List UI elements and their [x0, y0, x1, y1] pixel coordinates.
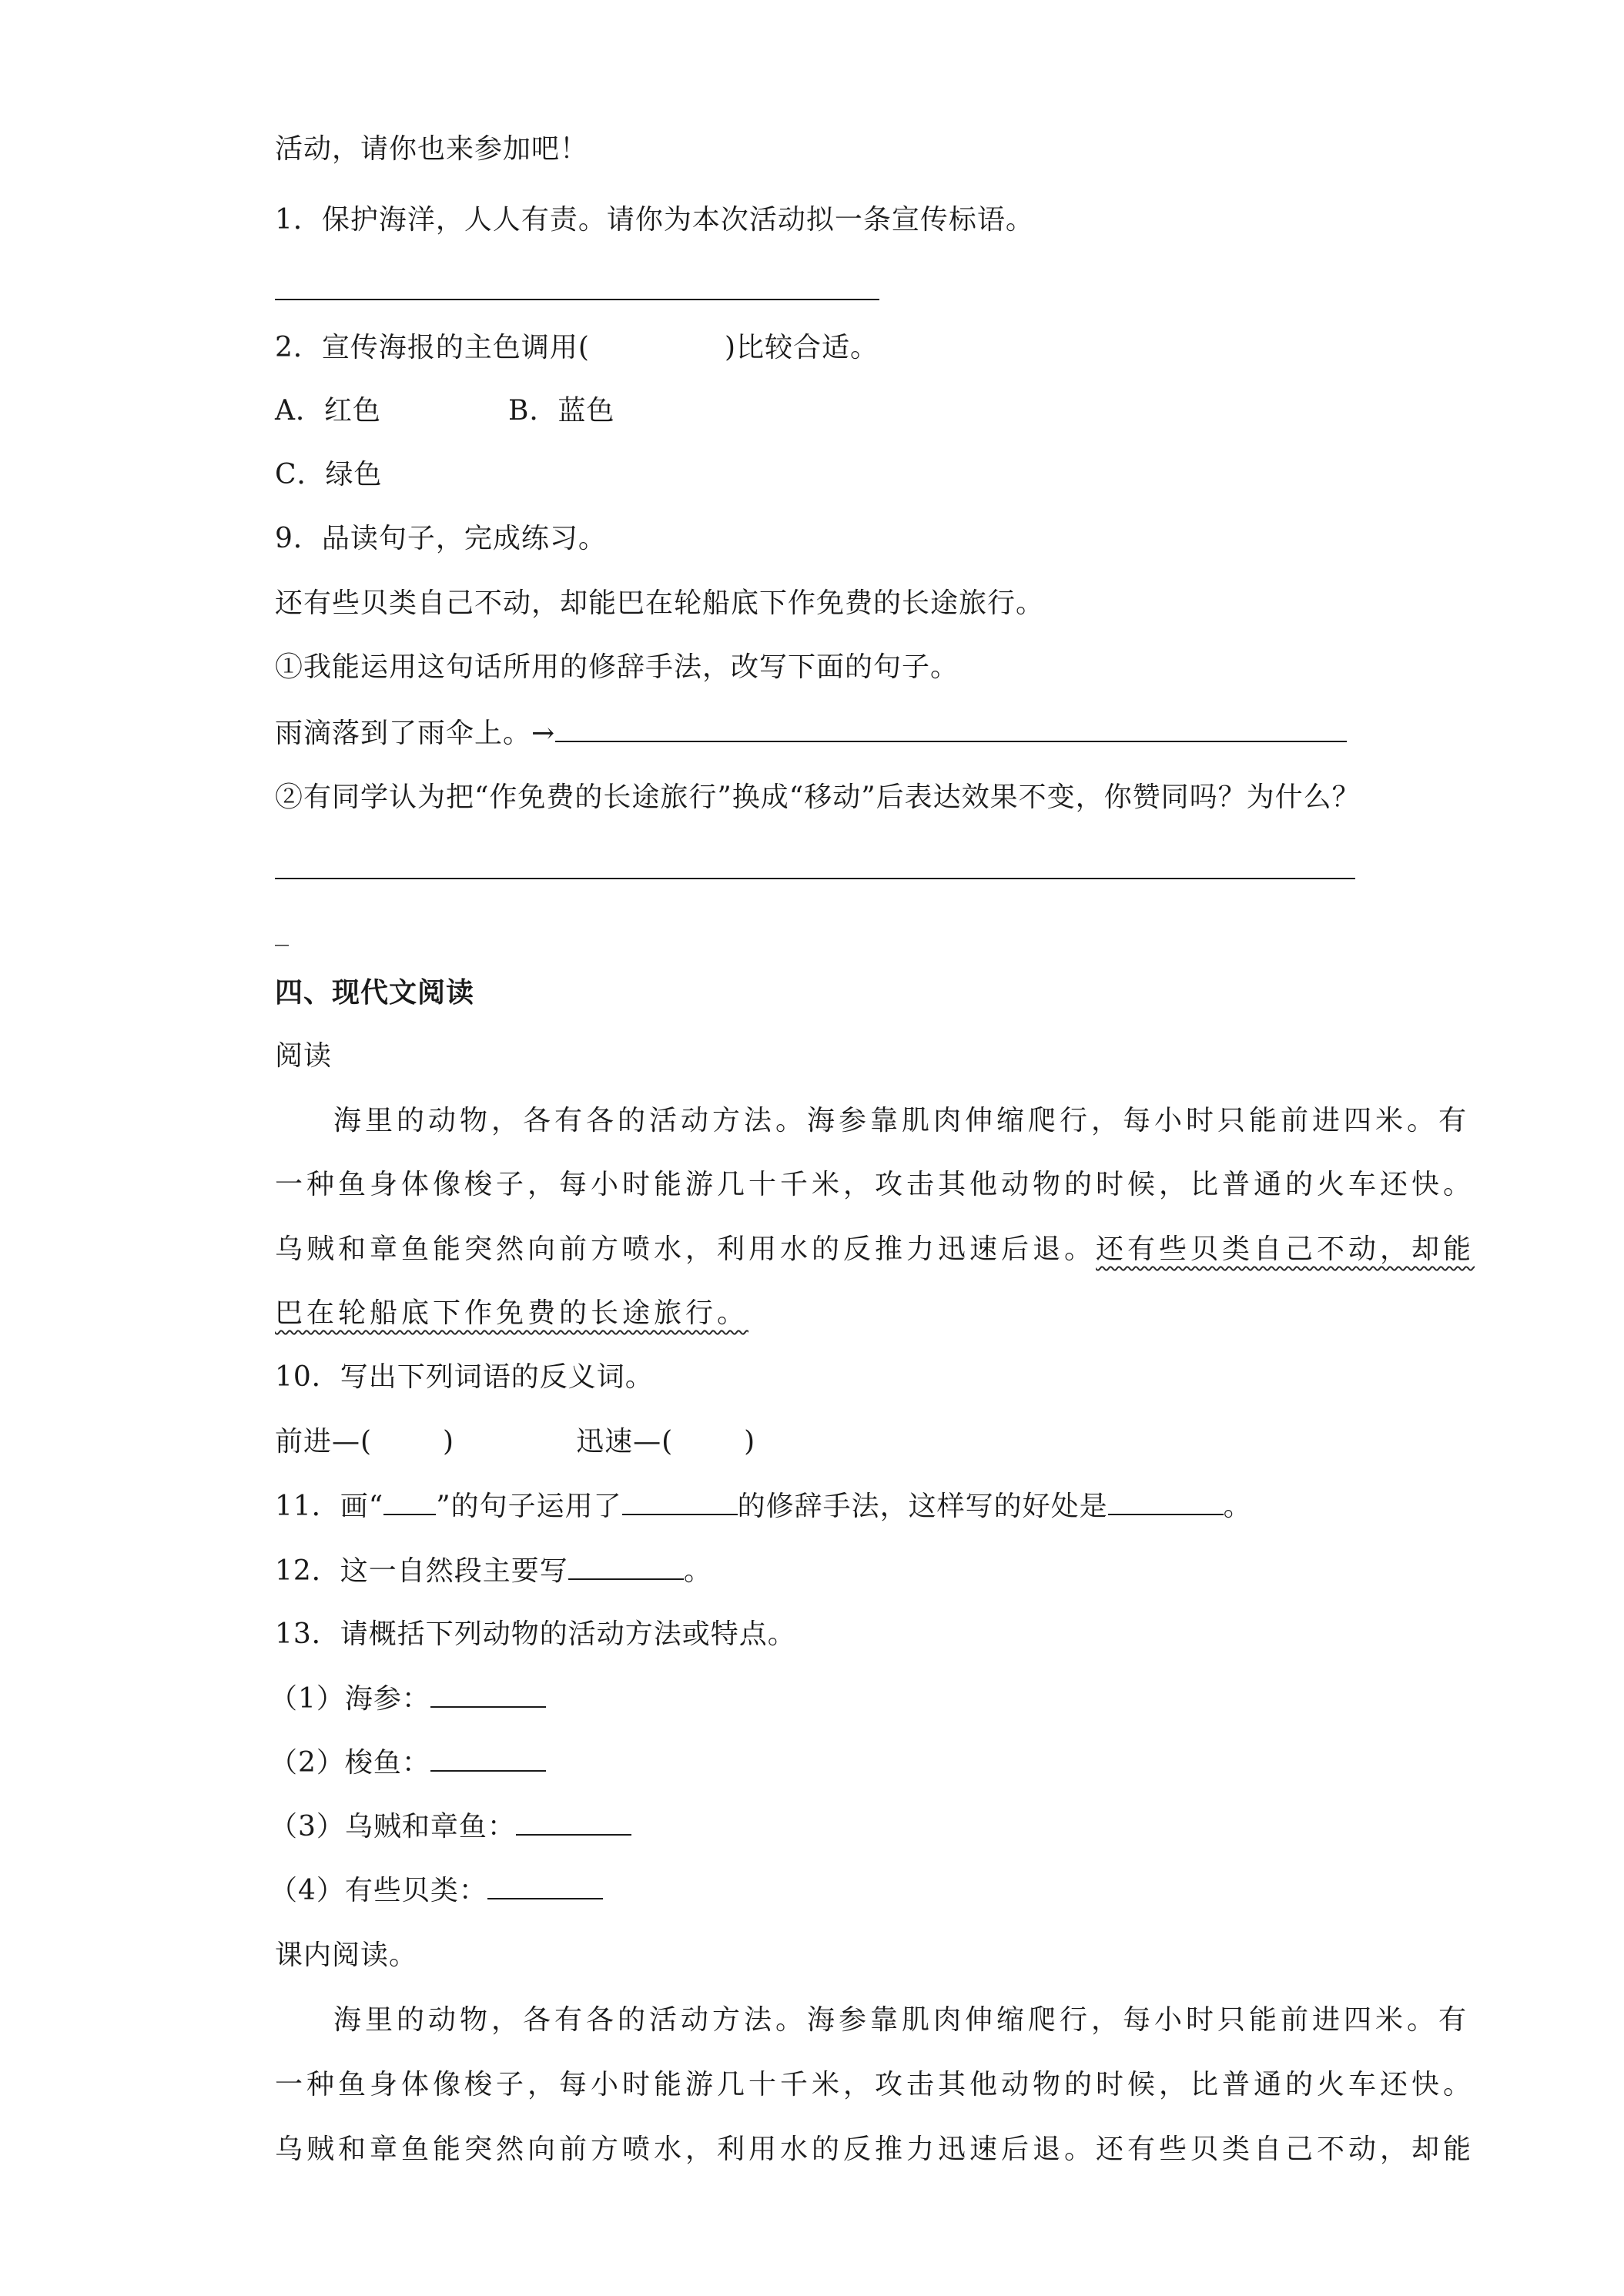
q1-answer-line[interactable] — [275, 299, 879, 300]
q13-item-1-blank[interactable] — [430, 1680, 546, 1708]
passage-line-2: 一种鱼身体像梭子，每小时能游几十千米，攻击其他动物的时候，比普通的火车还快。 — [275, 1169, 1475, 1200]
q13-item-3: （3）乌贼和章鱼： — [270, 1808, 631, 1846]
question-12 — [275, 1552, 712, 1590]
q2-option-b[interactable]: B．蓝色 — [508, 395, 615, 427]
q9-sub1: ①我能运用这句话所用的修辞手法，改写下面的句子。 — [275, 651, 959, 683]
q12-part-2: 。 — [683, 1555, 712, 1587]
q2-prefix: 2．宣传海报的主色调用( — [275, 332, 590, 363]
reading-2-line-1: 海里的动物，各有各的活动方法。海参靠肌肉伸缩爬行，每小时只能前进四米。有 — [333, 2004, 1471, 2036]
q12-part-1: 12．这一自然段主要写 — [275, 1555, 568, 1587]
q13-item-4-blank[interactable] — [487, 1872, 603, 1899]
question-13-title: 13．请概括下列动物的活动方法或特点。 — [275, 1618, 796, 1650]
question-2 — [275, 330, 879, 366]
reading-label: 阅读 — [275, 1040, 333, 1072]
q9-sub2-answer-line[interactable] — [275, 878, 1355, 879]
q11-blank-2[interactable] — [1108, 1488, 1224, 1515]
reading-2-line-2: 一种鱼身体像梭子，每小时能游几十千米，攻击其他动物的时候，比普通的火车还快。 — [275, 2069, 1475, 2100]
q11-part-4: 。 — [1223, 1491, 1252, 1522]
q11-part-2: ”的句子运用了 — [436, 1491, 622, 1522]
q2-option-a[interactable]: A．红色 — [275, 395, 381, 427]
q9-sub1-row — [275, 715, 1347, 752]
question-1: 1．保护海洋，人人有责。请你为本次活动拟一条宣传标语。 — [275, 204, 1034, 236]
q12-blank[interactable] — [568, 1552, 684, 1580]
passage-line-1: 海里的动物，各有各的活动方法。海参靠肌肉伸缩爬行，每小时只能前进四米。有 — [333, 1105, 1471, 1136]
q11-underline-sample — [383, 1491, 436, 1515]
q2-suffix: )比较合适。 — [724, 332, 879, 363]
q11-part-3: 的修辞手法，这样写的好处是 — [737, 1491, 1108, 1522]
q13-item-2: （2）梭鱼： — [270, 1744, 546, 1782]
q11-blank-1[interactable] — [622, 1488, 738, 1515]
intro-tail-text: 活动，请你也来参加吧！ — [275, 133, 589, 165]
q10-items-row — [275, 1424, 755, 1461]
reading-2-label: 课内阅读。 — [275, 1940, 418, 1971]
q11-part-1: 11．画“ — [275, 1491, 384, 1522]
passage-wavy-sentence-part-1: 还有些贝类自己不动，却能 — [1096, 1233, 1475, 1265]
q10-item-1-close: ) — [443, 1426, 455, 1458]
passage-line-3 — [275, 1231, 1475, 1268]
q9-sentence: 还有些贝类自己不动，却能巴在轮船底下作免费的长途旅行。 — [275, 587, 1045, 619]
q9-trailing-mark: _ — [275, 915, 290, 946]
q10-item-2-close: ) — [744, 1426, 756, 1458]
passage-wavy-sentence-part-2: 巴在轮船底下作免费的长途旅行。 — [275, 1297, 749, 1329]
passage-line-4 — [275, 1295, 748, 1332]
q13-item-1: （1）海参： — [270, 1680, 546, 1718]
q10-item-2: 迅速—( — [576, 1426, 674, 1458]
q10-item-1: 前进—( — [275, 1426, 373, 1458]
section-4-heading: 四、现代文阅读 — [275, 976, 475, 1009]
question-9-title: 9．品读句子，完成练习。 — [275, 523, 607, 554]
q13-item-2-blank[interactable] — [430, 1744, 546, 1772]
q9-sub1-answer-line[interactable] — [555, 715, 1347, 742]
q9-sub1-prompt: 雨滴落到了雨伞上。→ — [275, 718, 556, 749]
q2-option-c[interactable]: C．绿色 — [275, 459, 383, 490]
q13-item-4: （4）有些贝类： — [270, 1872, 603, 1909]
q13-item-3-blank[interactable] — [516, 1808, 631, 1836]
reading-2-line-3: 乌贼和章鱼能突然向前方喷水，利用水的反推力迅速后退。还有些贝类自己不动，却能 — [275, 2134, 1475, 2165]
question-11 — [275, 1488, 1252, 1525]
question-10-title: 10．写出下列词语的反义词。 — [275, 1361, 654, 1393]
q2-options-row — [275, 393, 614, 430]
passage-line-3-plain: 乌贼和章鱼能突然向前方喷水，利用水的反推力迅速后退。 — [275, 1233, 1097, 1265]
q9-sub2: ②有同学认为把“作免费的长途旅行”换成“移动”后表达效果不变，你赞同吗？为什么？ — [275, 782, 1361, 813]
